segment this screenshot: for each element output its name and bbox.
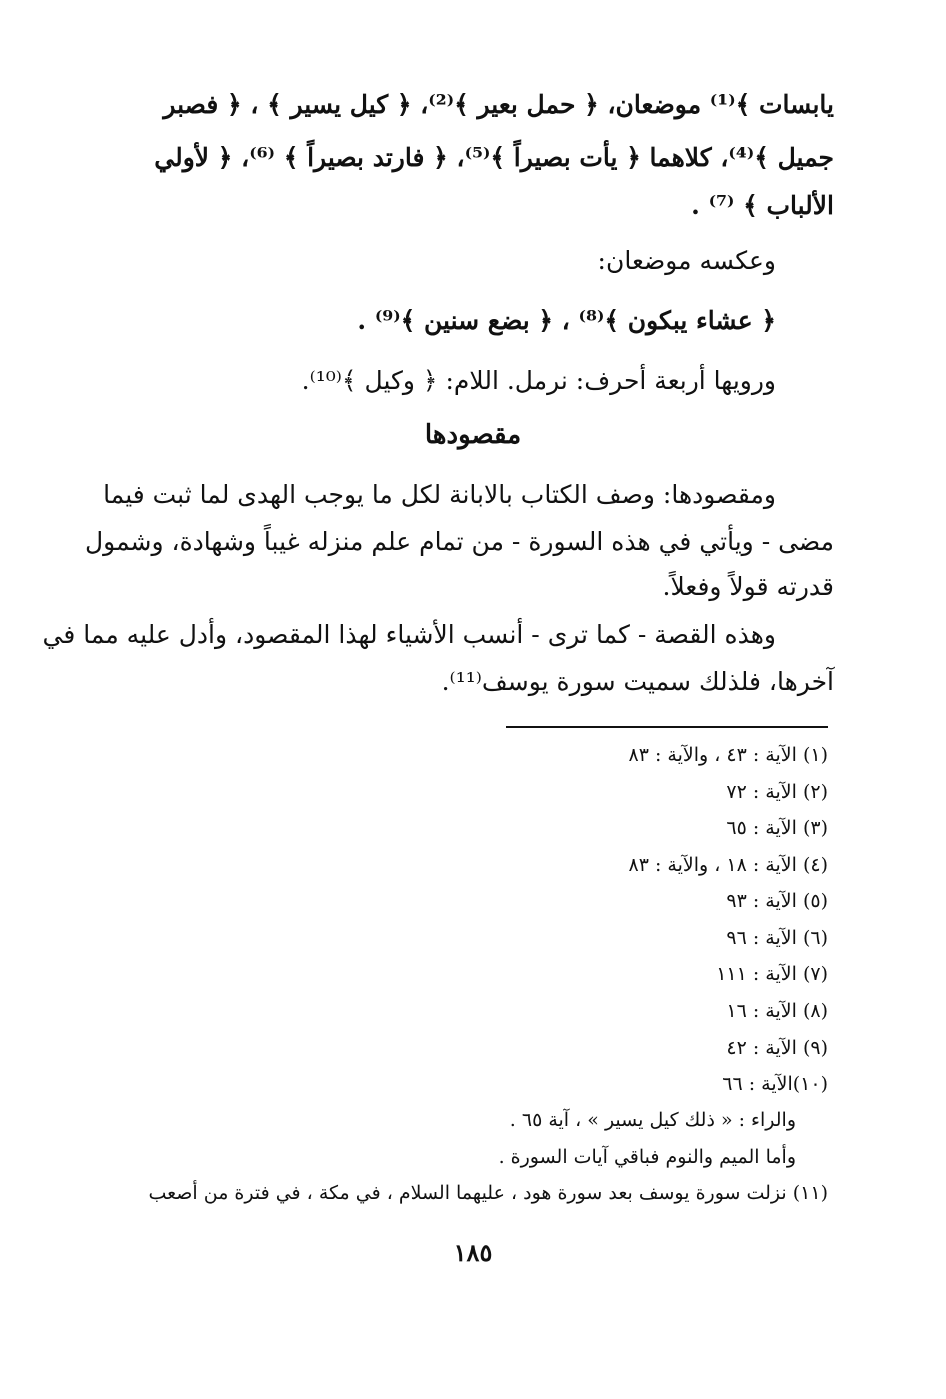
footnote-2: (٢) الآية : ٧٢: [726, 781, 828, 803]
page-number: ١٨٥: [453, 1238, 493, 1267]
rhyme-letters-line: ورويها أربعة أحرف: نرمل. اللام: ﴿ وكيل ﴾⁽¹⁰⁾.: [301, 366, 776, 395]
paragraph-line-5: آخرها، فلذلك سميت سورة يوسف⁽¹¹⁾.: [441, 667, 834, 696]
footnote-9: (٩) الآية : ٤٢: [726, 1037, 828, 1059]
verse-line-1: يابسات ﴾⁽¹⁾ موضعان، ﴿ حمل بعير ﴾⁽²⁾، ﴿ كيل يسير ﴾ ، ﴿ فصبر: [163, 90, 834, 119]
footnote-4: (٤) الآية : ١٨ ، والآية : ٨٣: [628, 854, 828, 876]
footnote-5: (٥) الآية : ٩٣: [726, 890, 828, 912]
reverse-verses-line: ﴿ عشاء يبكون ﴾⁽⁸⁾ ، ﴿ بضع سنين ﴾⁽⁹⁾ .: [357, 306, 776, 335]
paragraph-line-2: مضى - ويأتي في هذه السورة - من تمام علم منزله غيباً وشهادة، وشمول: [85, 527, 834, 556]
paragraph-line-1: ومقصودها: وصف الكتاب بالابانة لكل ما يوجب الهدى لما ثبت فيما: [103, 480, 776, 509]
paragraph-line-3: قدرته قولاً وفعلاً.: [662, 572, 834, 601]
footnote-11: (١١) نزلت سورة يوسف بعد سورة هود ، عليهما السلام ، في مكة ، في فترة من أصعب: [148, 1182, 828, 1204]
footnote-10-continuation-1: والراء : « ذلك كيل يسير » ، آية ٦٥ .: [509, 1109, 796, 1131]
verse-line-2: جميل ﴾⁽⁴⁾، كلاهما ﴿ يأت بصيراً ﴾⁽⁵⁾، ﴿ فارتد بصيراً ﴾ ⁽⁶⁾، ﴿ لأولي: [154, 143, 834, 172]
footnote-divider: [506, 726, 828, 728]
footnote-10-continuation-2: وأما الميم والنوم فباقي آيات السورة .: [498, 1146, 796, 1168]
footnote-6: (٦) الآية : ٩٦: [726, 927, 828, 949]
section-heading: مقصودها: [424, 420, 522, 450]
footnote-7: (٧) الآية : ١١١: [716, 963, 828, 985]
paragraph-line-4: وهذه القصة - كما ترى - أنسب الأشياء لهذا المقصود، وأدل عليه مما في: [42, 620, 776, 649]
reverse-heading-line: وعكسه موضعان:: [597, 246, 776, 275]
footnote-10: (١٠)الآية : ٦٦: [722, 1073, 828, 1095]
footnote-1: (١) الآية : ٤٣ ، والآية : ٨٣: [628, 744, 828, 766]
verse-line-3: الألباب ﴾ ⁽⁷⁾ .: [691, 191, 834, 220]
footnote-8: (٨) الآية : ١٦: [726, 1000, 828, 1022]
footnote-3: (٣) الآية : ٦٥: [726, 817, 828, 839]
